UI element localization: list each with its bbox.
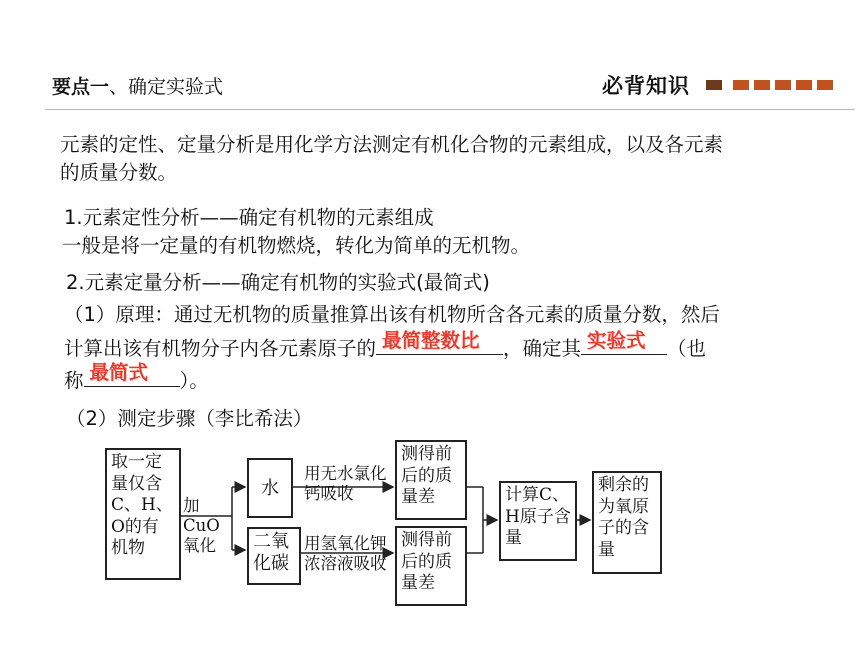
answer-3: 最简式 bbox=[89, 361, 149, 384]
principle-text-a: 计算出该有机物分子内各元素原子的 bbox=[64, 337, 377, 360]
section1-heading: 1.元素定性分析——确定有机物的元素组成 bbox=[64, 206, 434, 229]
flow-remainder-box: 剩余的为氧原子的含量 bbox=[592, 471, 662, 574]
steps-heading: （2）测定步骤（李比希法） bbox=[66, 407, 313, 430]
principle-line-1: （1）原理：通过无机物的质量推算出该有机物所含各元素的质量分数，然后 bbox=[64, 303, 720, 326]
header-badge: 必背知识 bbox=[602, 74, 690, 98]
answer-1: 最简整数比 bbox=[382, 329, 480, 352]
flow-start-box: 取一定量仅含C、H、O的有机物 bbox=[105, 448, 181, 580]
principle-text-b: ，确定其 bbox=[503, 337, 582, 360]
flow-water-box: 水 bbox=[247, 458, 293, 518]
section2-heading: 2.元素定量分析——确定有机物的实验式(最简式) bbox=[66, 271, 490, 294]
flow-calc-box: 计算C、H原子含量 bbox=[499, 481, 577, 561]
flow-absorb2-label: 用氢氧化钾浓溶液吸收 bbox=[304, 534, 387, 573]
section-title-bold: 要点一 bbox=[52, 76, 110, 98]
principle-text-c: （也 bbox=[667, 337, 707, 360]
section1-body: 一般是将一定量的有机物燃烧，转化为简单的无机物。 bbox=[62, 234, 531, 257]
flow-oxidize-label: 加CuO氧化 bbox=[183, 496, 220, 555]
intro-line-2: 的质量分数。 bbox=[60, 161, 178, 184]
intro-line-1: 元素的定性、定量分析是用化学方法测定有机化合物的元素组成，以及各元素 bbox=[60, 133, 724, 156]
flow-co2-box: 二氧化碳 bbox=[247, 527, 301, 585]
principle-text-d: 称 bbox=[64, 369, 84, 392]
answer-2: 实验式 bbox=[587, 329, 646, 352]
flow-mass-diff2-box: 测得前后的质量差 bbox=[395, 526, 467, 606]
flow-mass-diff1-box: 测得前后的质量差 bbox=[395, 440, 467, 520]
principle-text-e: ）。 bbox=[179, 369, 209, 392]
flow-absorb1-label: 用无水氯化钙吸收 bbox=[304, 464, 387, 503]
section-title-rest: 、确定实验式 bbox=[109, 76, 224, 98]
